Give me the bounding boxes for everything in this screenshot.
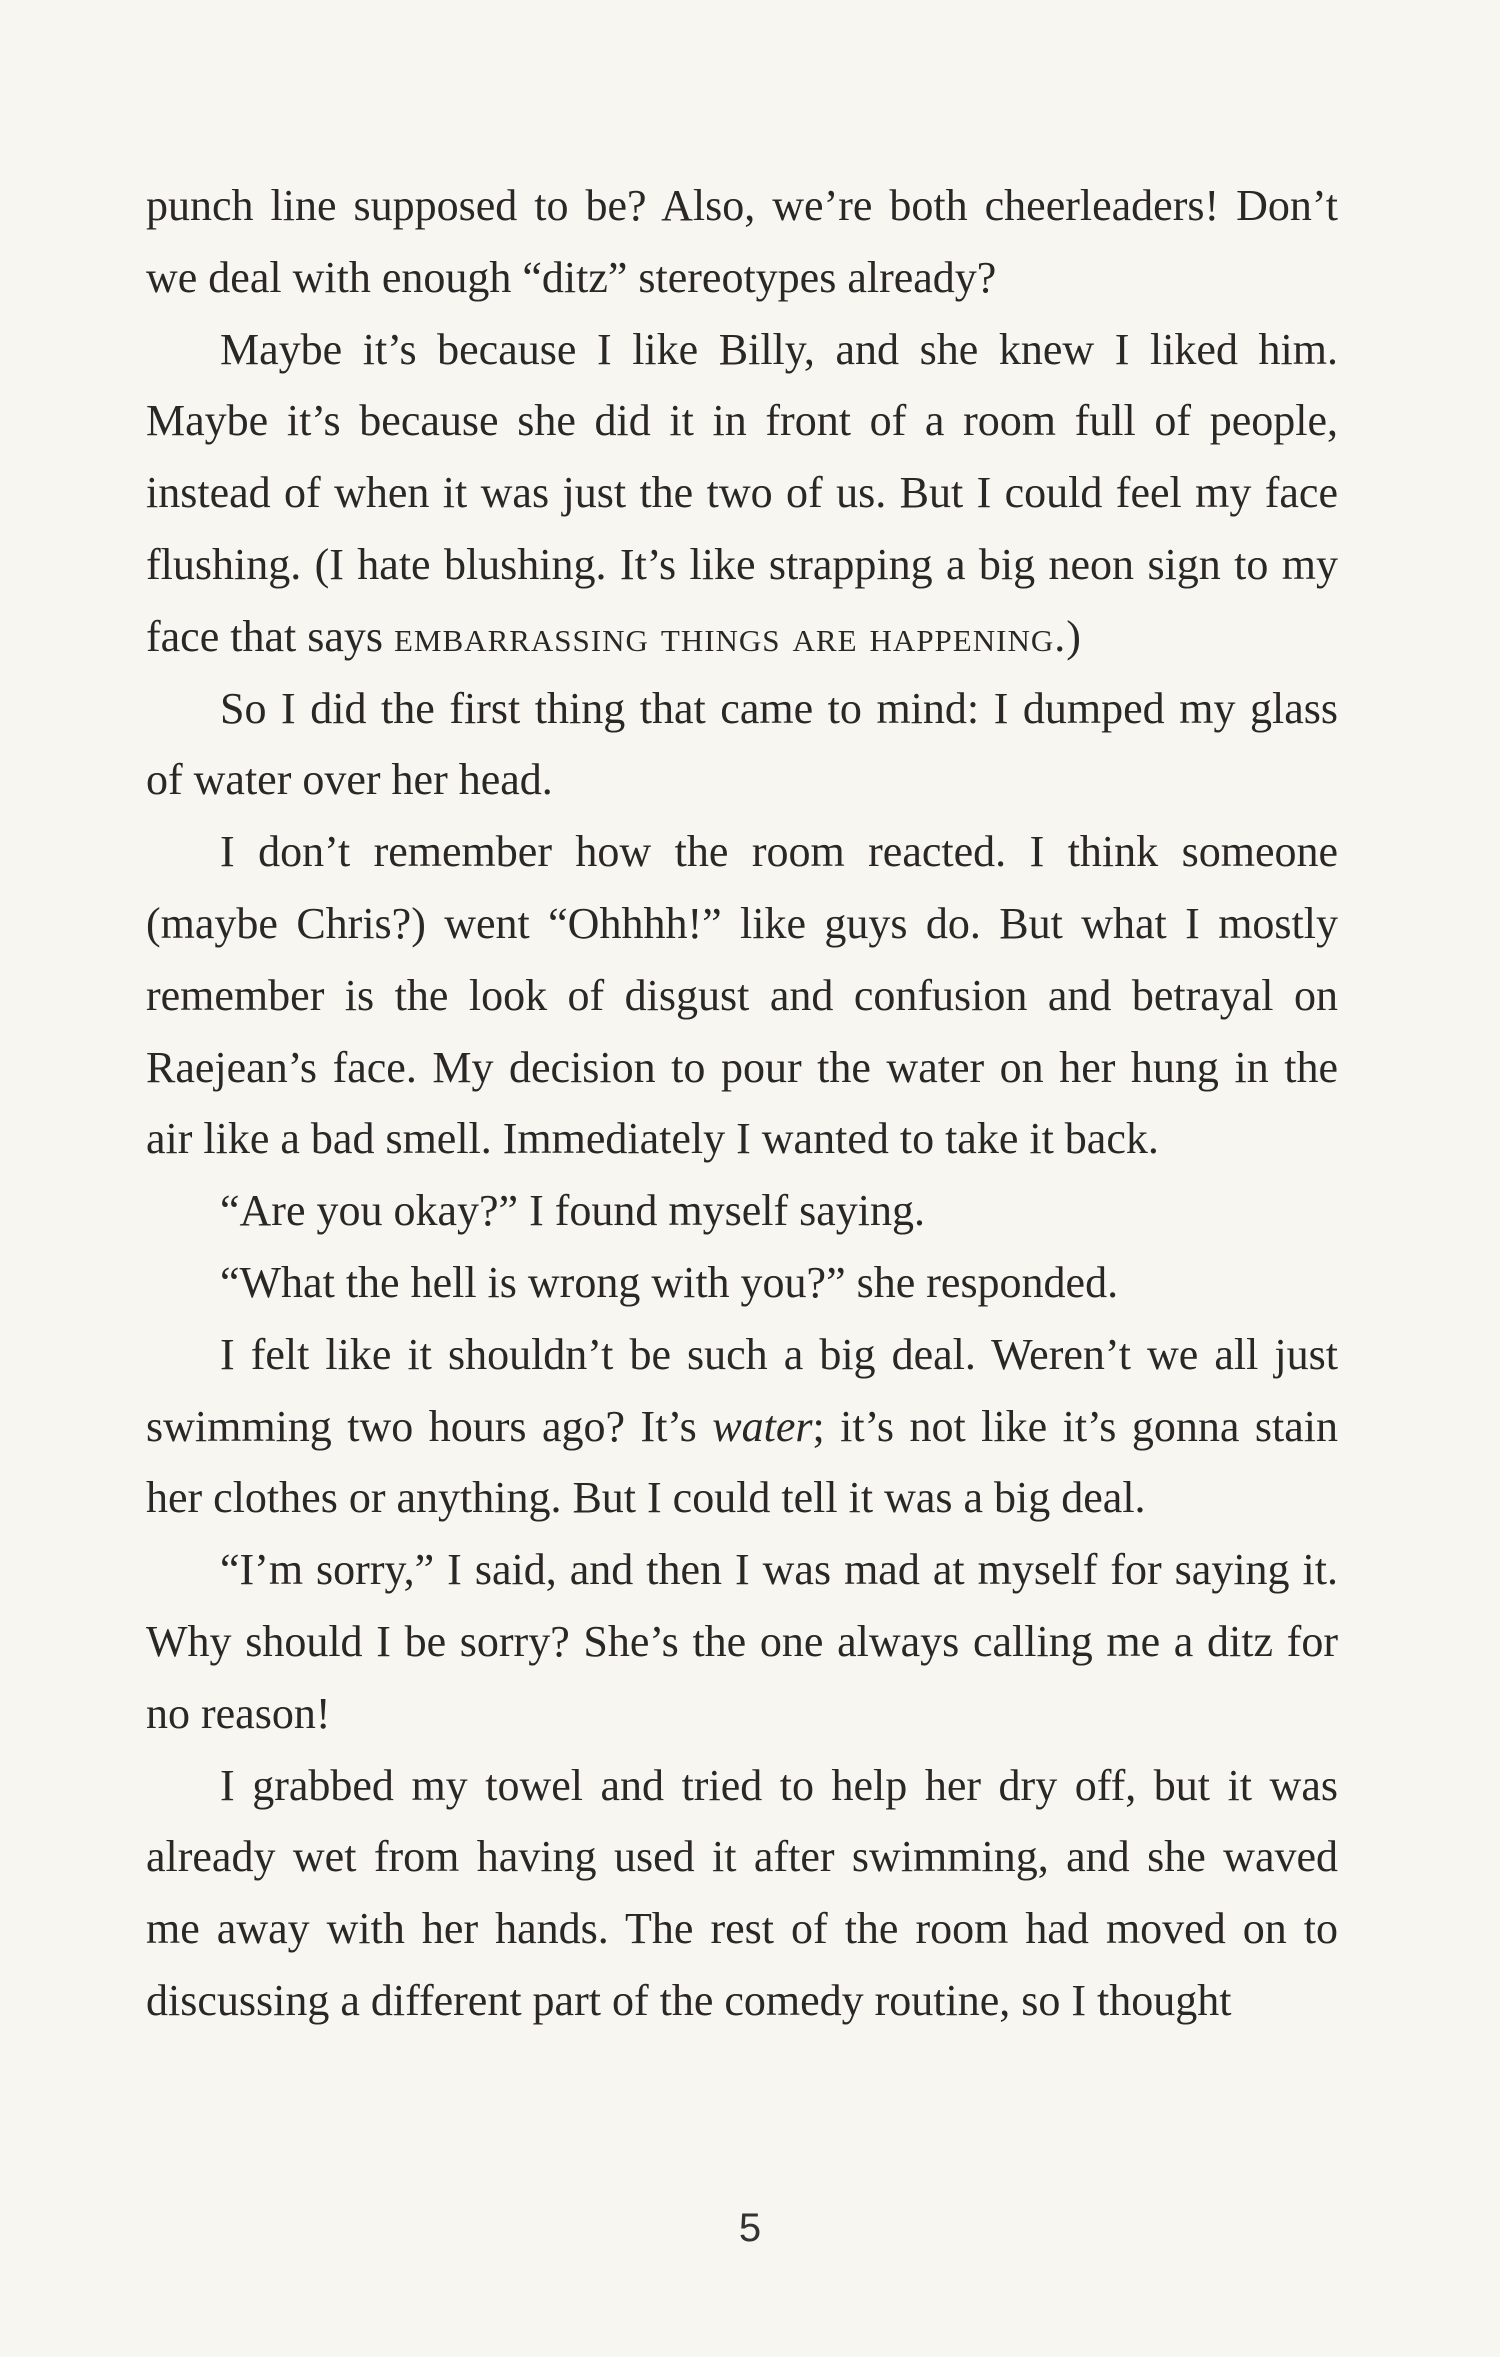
paragraph-8 [146, 1534, 1338, 1749]
paragraph-2 [146, 314, 1338, 673]
paragraph-3 [146, 673, 1338, 817]
paragraph-9 [146, 1750, 1338, 2037]
paragraph-text: Maybe it’s because I like Billy, and she knew I liked him. Maybe it’s because she did it in front of a room full of people, instead of when it was just the two of us. But I could feel my face flushing. (I hate blushing. It’s like strapping a big neon sign to my face that says [146, 324, 1338, 661]
paragraph-5 [146, 1175, 1338, 1247]
paragraph-text: I felt like it shouldn’t be such a big deal. Weren’t we all just swimming two hours ago? It’s [146, 1329, 1338, 1451]
body-text [146, 170, 1338, 2037]
paragraph-text: “I’m sorry,” I said, and then I was mad at myself for saying it. Why should I be sorry? She’s the one always calling me a ditz for no reason! [146, 1545, 1338, 1738]
paragraph-text-end: ) [1066, 611, 1081, 661]
paragraph-text: So I did the first thing that came to mind: I dumped my glass of water over her head. [146, 683, 1338, 805]
paragraph-6 [146, 1247, 1338, 1319]
italic-word: water [712, 1401, 813, 1451]
paragraph-text: “What the hell is wrong with you?” she responded. [220, 1257, 1119, 1307]
paragraph-text: “Are you okay?” I found myself saying. [220, 1186, 926, 1236]
paragraph-text: I grabbed my towel and tried to help her dry off, but it was already wet from having used it after swimming, and she waved me away with her hands. The rest of the room had moved on to discussing a different part of the comedy routine, so I thought [146, 1760, 1338, 2025]
paragraph-4 [146, 816, 1338, 1175]
paragraph-text: I don’t remember how the room reacted. I think someone (maybe Chris?) went “Ohhhh!” like guys do. But what I mostly remember is the look of disgust and confusion and betrayal on Raejean’s face. My decision to pour the water on her hung in the air like a bad smell. Immediately I wanted to take it back. [146, 827, 1338, 1164]
paragraph-text: punch line supposed to be? Also, we’re both cheerleaders! Don’t we deal with enough “ditz” stereotypes already? [146, 181, 1338, 302]
paragraph-1 [146, 170, 1338, 314]
page-number: 5 [738, 2206, 762, 2250]
paragraph-7 [146, 1319, 1338, 1534]
paragraph-text-end: ; it’s not like it’s gonna stain her clothes or anything. But I could tell it was a big deal. [146, 1401, 1339, 1523]
small-caps-phrase: embarrassing things are happening. [394, 611, 1067, 661]
